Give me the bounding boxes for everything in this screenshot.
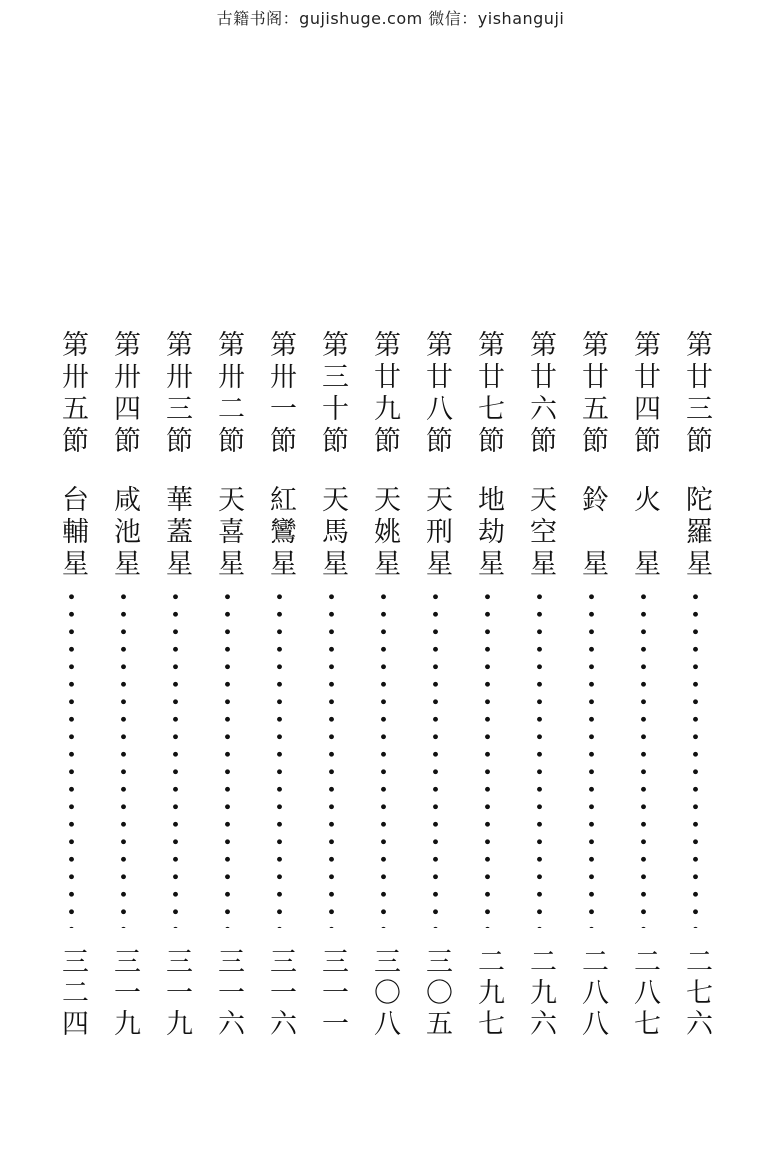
dot-leader (225, 588, 230, 928)
entry-title: 天姚星 (369, 485, 400, 581)
section-number: 第廿八節 (421, 330, 452, 458)
page-number: 二七六 (681, 947, 712, 1040)
page-number: 三一六 (265, 947, 296, 1040)
section-number: 第三十節 (317, 330, 348, 458)
toc-entry (622, 330, 666, 1050)
dot-leader (693, 588, 698, 928)
toc-entry (154, 330, 198, 1050)
toc-entry (362, 330, 406, 1050)
page-number: 三一一 (317, 947, 348, 1040)
toc-entry (102, 330, 146, 1050)
entry-title: 鈴 星 (577, 485, 608, 581)
page-header: 古籍书阁：gujishuge.com 微信：yishanguji (216, 9, 565, 28)
page-number: 二九七 (473, 947, 504, 1040)
entry-title: 台輔星 (57, 485, 88, 581)
page-number: 二八八 (577, 947, 608, 1040)
entry-title: 天空星 (525, 485, 556, 581)
entry-title: 火 星 (629, 485, 660, 581)
page-number: 三〇八 (369, 947, 400, 1040)
dot-leader (173, 588, 178, 928)
toc-entry (258, 330, 302, 1050)
toc-entry (414, 330, 458, 1050)
page-number: 三一九 (109, 947, 140, 1040)
toc-entry (466, 330, 510, 1050)
toc-entry (674, 330, 718, 1050)
section-number: 第廿九節 (369, 330, 400, 458)
toc-entry (518, 330, 562, 1050)
dot-leader (329, 588, 334, 928)
page-number: 二八七 (629, 947, 660, 1040)
section-number: 第廿三節 (681, 330, 712, 458)
dot-leader (537, 588, 542, 928)
section-number: 第卅三節 (161, 330, 192, 458)
dot-leader (121, 588, 126, 928)
entry-title: 陀羅星 (681, 485, 712, 581)
dot-leader (69, 588, 74, 928)
page-number: 三二四 (57, 947, 88, 1040)
toc-entry (50, 330, 94, 1050)
entry-title: 天馬星 (317, 485, 348, 581)
section-number: 第廿六節 (525, 330, 556, 458)
toc-entry (206, 330, 250, 1050)
entry-title: 天喜星 (213, 485, 244, 581)
entry-title: 紅鸞星 (265, 485, 296, 581)
page-number: 三一九 (161, 947, 192, 1040)
page-number: 二九六 (525, 947, 556, 1040)
entry-title: 天刑星 (421, 485, 452, 581)
entry-title: 咸池星 (109, 485, 140, 581)
dot-leader (641, 588, 646, 928)
toc-entry (570, 330, 614, 1050)
section-number: 第廿五節 (577, 330, 608, 458)
entry-title: 華蓋星 (161, 485, 192, 581)
dot-leader (589, 588, 594, 928)
page-number: 三一六 (213, 947, 244, 1040)
dot-leader (277, 588, 282, 928)
section-number: 第廿七節 (473, 330, 504, 458)
section-number: 第卅四節 (109, 330, 140, 458)
section-number: 第卅一節 (265, 330, 296, 458)
section-number: 第卅二節 (213, 330, 244, 458)
page-number: 三〇五 (421, 947, 452, 1040)
entry-title: 地劫星 (473, 485, 504, 581)
dot-leader (433, 588, 438, 928)
table-of-contents (0, 330, 781, 1050)
toc-entry (310, 330, 354, 1050)
section-number: 第廿四節 (629, 330, 660, 458)
section-number: 第卅五節 (57, 330, 88, 458)
dot-leader (485, 588, 490, 928)
dot-leader (381, 588, 386, 928)
